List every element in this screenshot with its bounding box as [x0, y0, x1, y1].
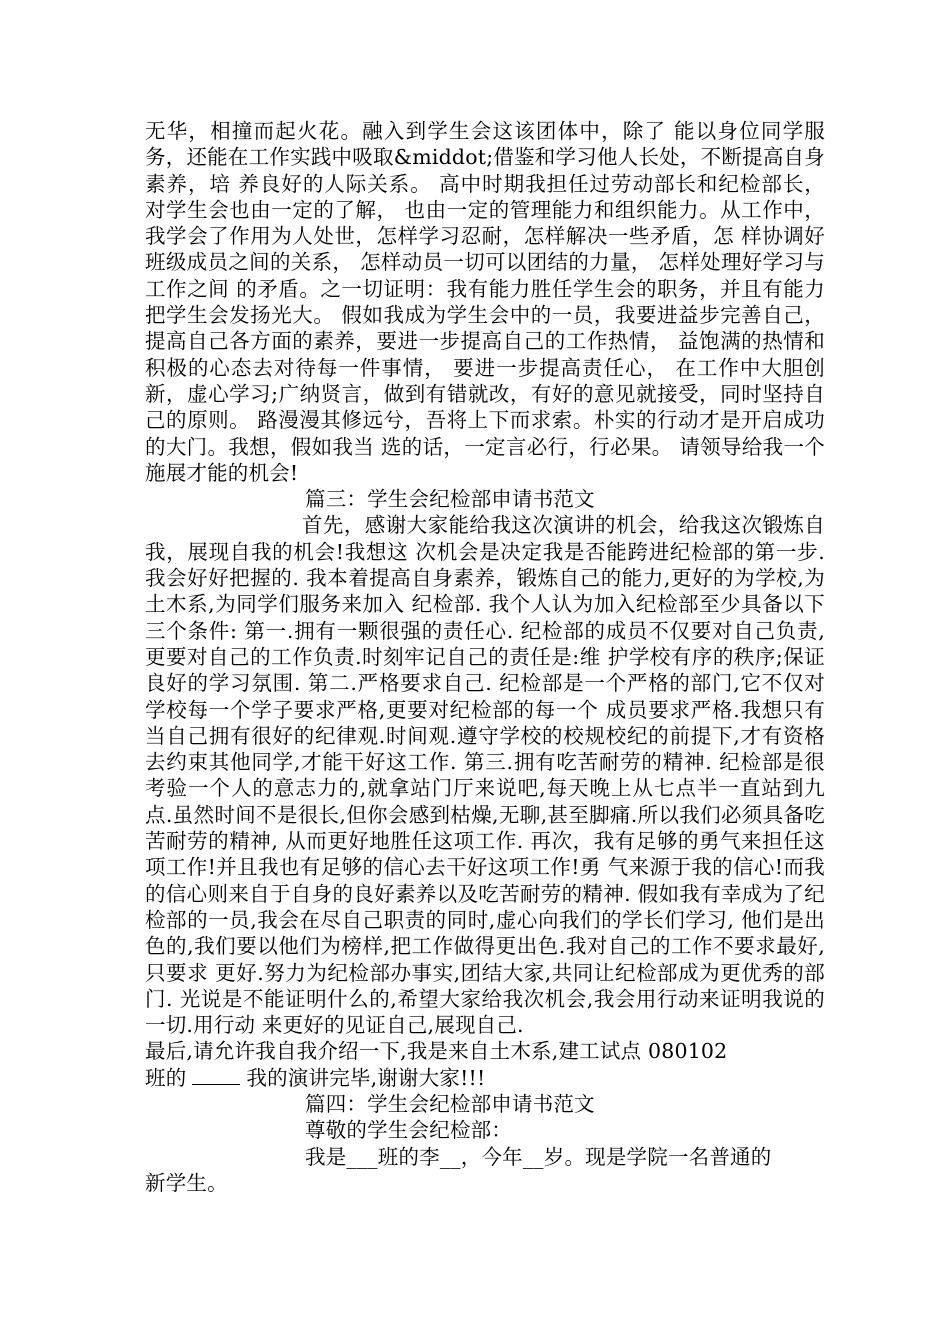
salutation: 尊敬的学生会纪检部：	[305, 1118, 512, 1143]
blank-line	[192, 1066, 240, 1085]
intro-line-continued: 新学生。	[145, 1170, 228, 1195]
paragraph-student-union: 无华，相撞而起火花。融入到学生会这该团体中，除了 能以身位同学服务，还能在工作实践中吸取&middot;借鉴和学习他人长处，不断提高自身素养，培 养良好的人际关系。 高中时期我担任过劳动部长和纪检部长， 对学生会也由一定的了解， 也由一定的管理能力和组织能力。从工作中，我学会了作用为人处世，怎样学习忍耐，怎样解决一些矛盾，怎 样协调好班级成员之间的关系， 怎样动员一切可以团结的力量， 怎样处理好学习与工作之间 的矛盾。之一切证明：我有能力胜任学生会的职务，并且有能力把学生会发扬光大。 假如我成为学生会中的一员，我要进益步完善自己，提高自己各方面的素养，要进一步提高自己的工作热情， 益饱满的热情和积极的心态去对待每一件事情， 要进一步提高责任心， 在工作中大胆创新，虚心学习;广纳贤言，做到有错就改，有好的意见就接受，同时坚持自 己的原则。 路漫漫其修远兮，吾将上下而求索。朴实的行动才是开启成功的大门。我想，假如我当 选的话，一定言必行，行必果。 请领导给我一个施展才能的机会!	[145, 119, 825, 485]
closing-text: 我的演讲完毕,谢谢大家!!!	[246, 1065, 486, 1090]
document-page	[145, 118, 825, 1196]
class-label: 班的	[145, 1065, 187, 1090]
intro-line: 我是___班的李__，今年__岁。现是学院一名普通的	[305, 1144, 772, 1169]
section-heading-4: 篇四：学生会纪检部申请书范文	[305, 1091, 595, 1116]
self-intro-text: 最后,请允许我自我介绍一下,我是来自土木系,建工试点 080102	[145, 1039, 728, 1064]
section-heading-3: 篇三：学生会纪检部申请书范文	[305, 487, 595, 512]
paragraph-discipline-speech: 首先，感谢大家能给我这次演讲的机会，给我这次锻炼自我，展现自我的机会!我想这 次机会是决定我是否能跨进纪检部的第一步. 我会好好把握的. 我本着提高自身素养，锻炼自己的能力,更好的为学校,为土木系,为同学们服务来加入 纪检部. 我个人认为加入纪检部至少具备以下三个条件: 第一.拥有一颗很强的责任心. 纪检部的成员不仅要对自己负责,更要对自己的工作负责.时刻牢记自己的责任是:维 护学校有序的秩序;保证良好的学习氛围. 第二.严格要求自己. 纪检部是一个严格的部门,它不仅对学校每一个学子要求严格,更要对纪检部的每一个 成员要求严格.我想只有当自己拥有很好的纪律观.时间观.遵守学校的校规校纪的前提下,才有资格去约束其他同学,才能干好这工作. 第三.拥有吃苦耐劳的精神. 纪检部是很考验一个人的意志力的,就拿站门厅来说吧,每天晚上从七点半一直站到九 点.虽然时间不是很长,但你会感到枯燥,无聊,甚至脚痛.所以我们必须具备吃苦耐劳的精神, 从而更好地胜任这项工作. 再次，我有足够的勇气来担任这项工作!并且我也有足够的信心去干好这项工作!勇 气来源于我的信心!而我的信心则来自于自身的良好素养以及吃苦耐劳的精神. 假如我有幸成为了纪检部的一员,我会在尽自己职责的同时,虚心向我们的学长们学习, 他们是出色的,我们要以他们为榜样,把工作做得更出色.我对自己的工作不要求最好,只要求 更好.努力为纪检部办事实,团结大家,共同让纪检部成为更优秀的部门. 光说是不能证明什么的,希望大家给我次机会,我会用行动来证明我说的一切.用行动 来更好的见证自己,展现自己.	[145, 513, 825, 1038]
paragraph-self-introduction	[145, 1038, 825, 1091]
